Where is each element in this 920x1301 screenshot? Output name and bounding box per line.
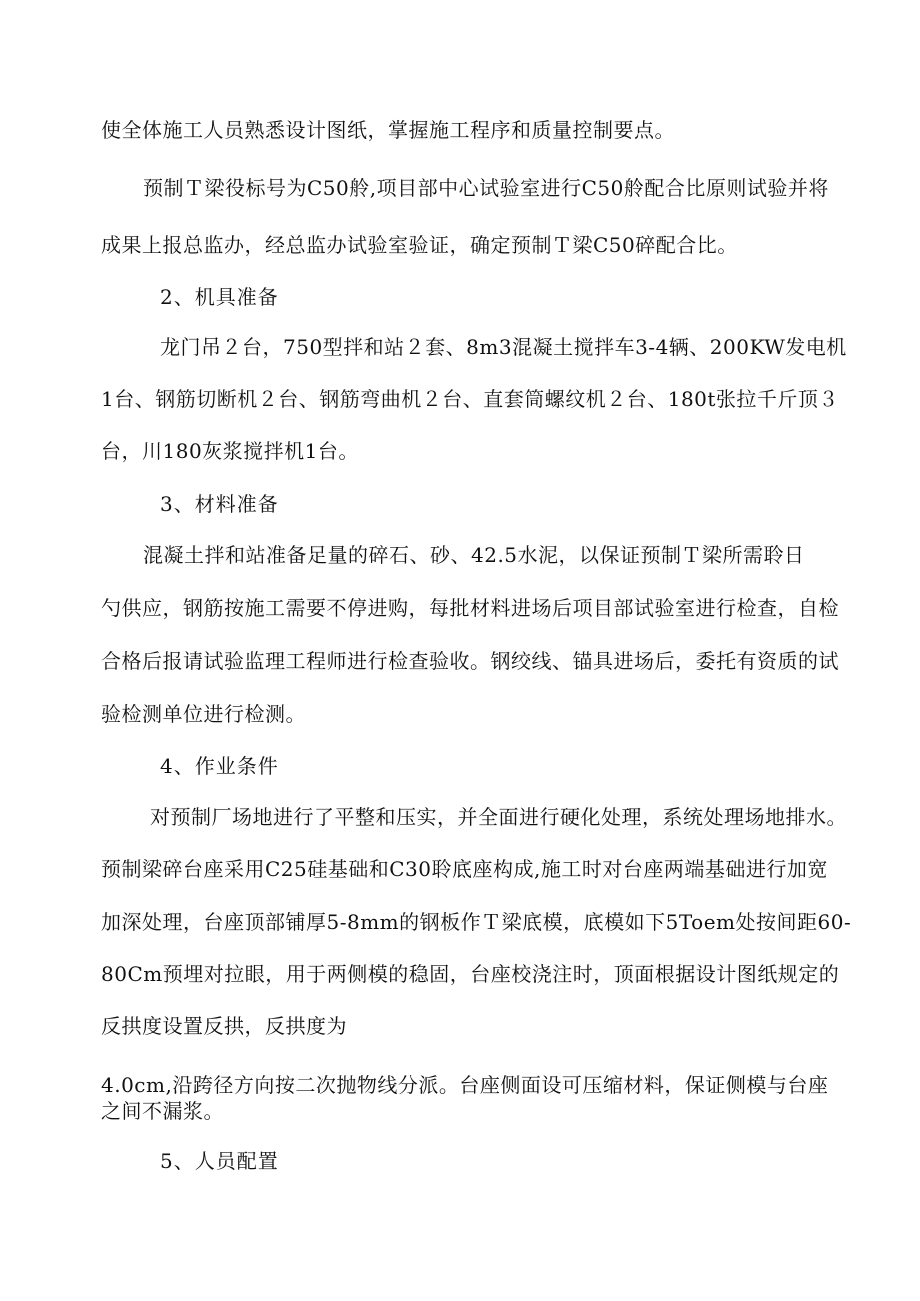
section-4-line-6: 4.0cm,沿跨径方向按二次抛物线分派。台座侧面设可压缩材料，保证侧模与台座 <box>101 1073 829 1097</box>
section-3-line-2: 勺供应，钢筋按施工需要不停进购，每批材料进场后项目部试验室进行检查，自检 <box>101 596 839 620</box>
paragraph-2-line-2: 成果上报总监办，经总监办试验室验证，确定预制Ｔ梁C50碎配合比。 <box>101 233 738 257</box>
section-4-line-2: 预制梁碎台座采用C25硅基础和C30聆底座构成,施工时对台座两端基础进行加宽 <box>101 857 828 881</box>
paragraph-2-line-1: 预制Ｔ梁役标号为C50舲,项目部中心试验室进行C50舲配合比原则试验并将 <box>143 176 829 200</box>
section-3-line-3: 合格后报请试验监理工程师进行检查验收。钢绞线、锚具进场后，委托有资质的试 <box>101 649 839 673</box>
section-4-line-3: 加深处理，台座顶部铺厚5-8mm的钢板作Ｔ梁底模，底模如下5Toem处按间距60- <box>101 910 852 934</box>
paragraph-1-line-1: 使全体施工人员熟悉设计图纸，掌握施工程序和质量控制要点。 <box>101 118 675 142</box>
section-3-line-4: 验检测单位进行检测。 <box>101 702 306 726</box>
section-2-line-3: 台，川180灰浆搅拌机1台。 <box>101 439 359 463</box>
section-3-heading: 3、材料准备 <box>160 492 279 516</box>
section-2-line-2: 1台、钢筋切断机２台、钢筋弯曲机２台、直套筒螺纹机２台、180t张拉千斤顶３ <box>101 387 839 411</box>
section-2-line-1: 龙门吊２台，750型拌和站２套、8m3混凝土搅拌车3-4辆、200KW发电机 <box>160 335 847 359</box>
section-4-line-5: 反拱度设置反拱，反拱度为 <box>101 1014 347 1038</box>
section-5-heading: 5、人员配置 <box>160 1149 279 1173</box>
section-4-line-7: 之间不漏浆。 <box>101 1099 224 1123</box>
section-3-line-1: 混凝土拌和站准备足量的碎石、砂、42.5水泥，以保证预制Ｔ梁所需聆日 <box>143 543 805 567</box>
section-2-heading: 2、机具准备 <box>160 285 279 309</box>
section-4-line-1: 对预制厂场地进行了平整和压实，并全面进行硬化处理，系统处理场地排水。 <box>150 805 847 829</box>
section-4-heading: 4、作业条件 <box>160 754 279 778</box>
section-4-line-4: 80Cm预埋对拉眼，用于两侧模的稳固，台座校浇注时，顶面根据设计图纸规定的 <box>101 962 840 986</box>
